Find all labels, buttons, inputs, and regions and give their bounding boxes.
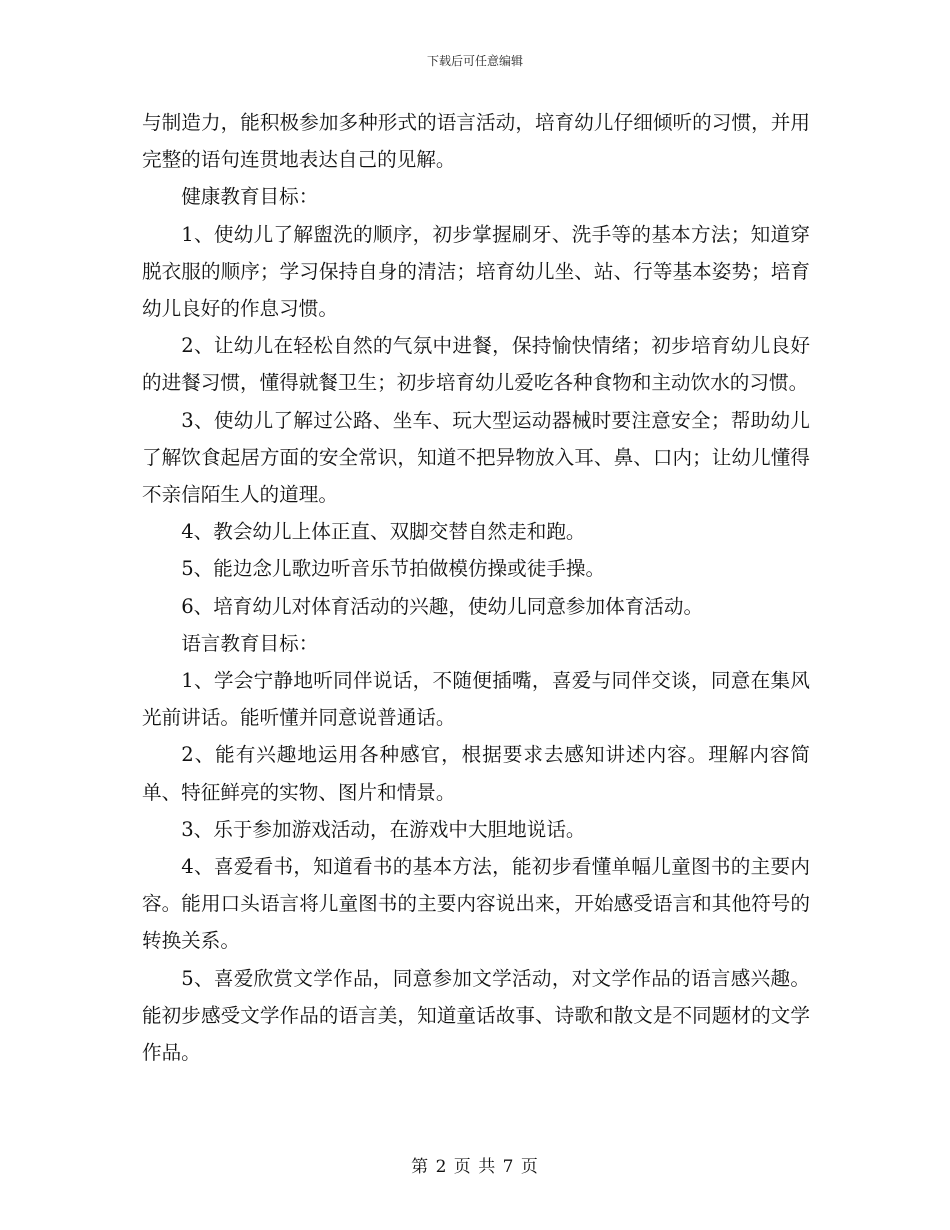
paragraph: 3、乐于参加游戏活动，在游戏中大胆地说话。: [181, 817, 586, 841]
paragraph: 3、使幼儿了解过公路、坐车、玩大型运动器械时要注意安全；帮助幼儿了解饮食起居方面的安全常识，知道不把异物放入耳、鼻、口内；让幼儿懂得不亲信陌生人的道理。: [142, 408, 810, 507]
section-heading-language: 语言教育目标：: [181, 631, 319, 655]
page-footer: 第 2 页 共 7 页: [411, 1157, 539, 1177]
paragraph: 2、能有兴趣地运用各种感官，根据要求去感知讲述内容。理解内容简单、特征鲜亮的实物、图片和情景。: [142, 743, 810, 804]
paragraph: 2、让幼儿在轻松自然的气氛中进餐，保持愉快情绪；初步培育幼儿良好的进餐习惯，懂得就餐卫生；初步培育幼儿爱吃各种食物和主动饮水的习惯。: [142, 334, 810, 395]
paragraph: 1、学会宁静地听同伴说话，不随便插嘴，喜爱与同伴交谈，同意在集风光前讲话。能听懂并同意说普通话。: [142, 669, 810, 730]
paragraph: 6、培育幼儿对体育活动的兴趣，使幼儿同意参加体育活动。: [181, 594, 704, 618]
paragraph: 4、喜爱看书，知道看书的基本方法，能初步看懂单幅儿童图书的主要内容。能用口头语言将儿童图书的主要内容说出来，开始感受语言和其他符号的转换关系。: [142, 855, 810, 953]
paragraph: 5、能边念儿歌边听音乐节拍做模仿操或徒手操。: [181, 557, 606, 581]
document-body: [142, 104, 810, 1071]
paragraph: 4、教会幼儿上体正直、双脚交替自然走和跑。: [181, 520, 586, 544]
paragraph: 5、喜爱欣赏文学作品，同意参加文学活动，对文学作品的语言感兴趣。能初步感受文学作品的语言美，知道童话故事、诗歌和散文是不同题材的文学作品。: [142, 966, 810, 1065]
paragraph: 1、使幼儿了解盥洗的顺序，初步掌握刷牙、洗手等的基本方法；知道穿脱衣服的顺序；学习保持自身的清洁；培育幼儿坐、站、行等基本姿势；培育幼儿良好的作息习惯。: [142, 222, 810, 321]
paragraph: 与制造力，能积极参加多种形式的语言活动，培育幼儿仔细倾听的习惯，并用完整的语句连贯地表达自己的见解。: [142, 111, 810, 172]
page-header: 下载后可任意编辑: [426, 54, 523, 68]
section-heading-health: 健康教育目标：: [181, 185, 319, 209]
